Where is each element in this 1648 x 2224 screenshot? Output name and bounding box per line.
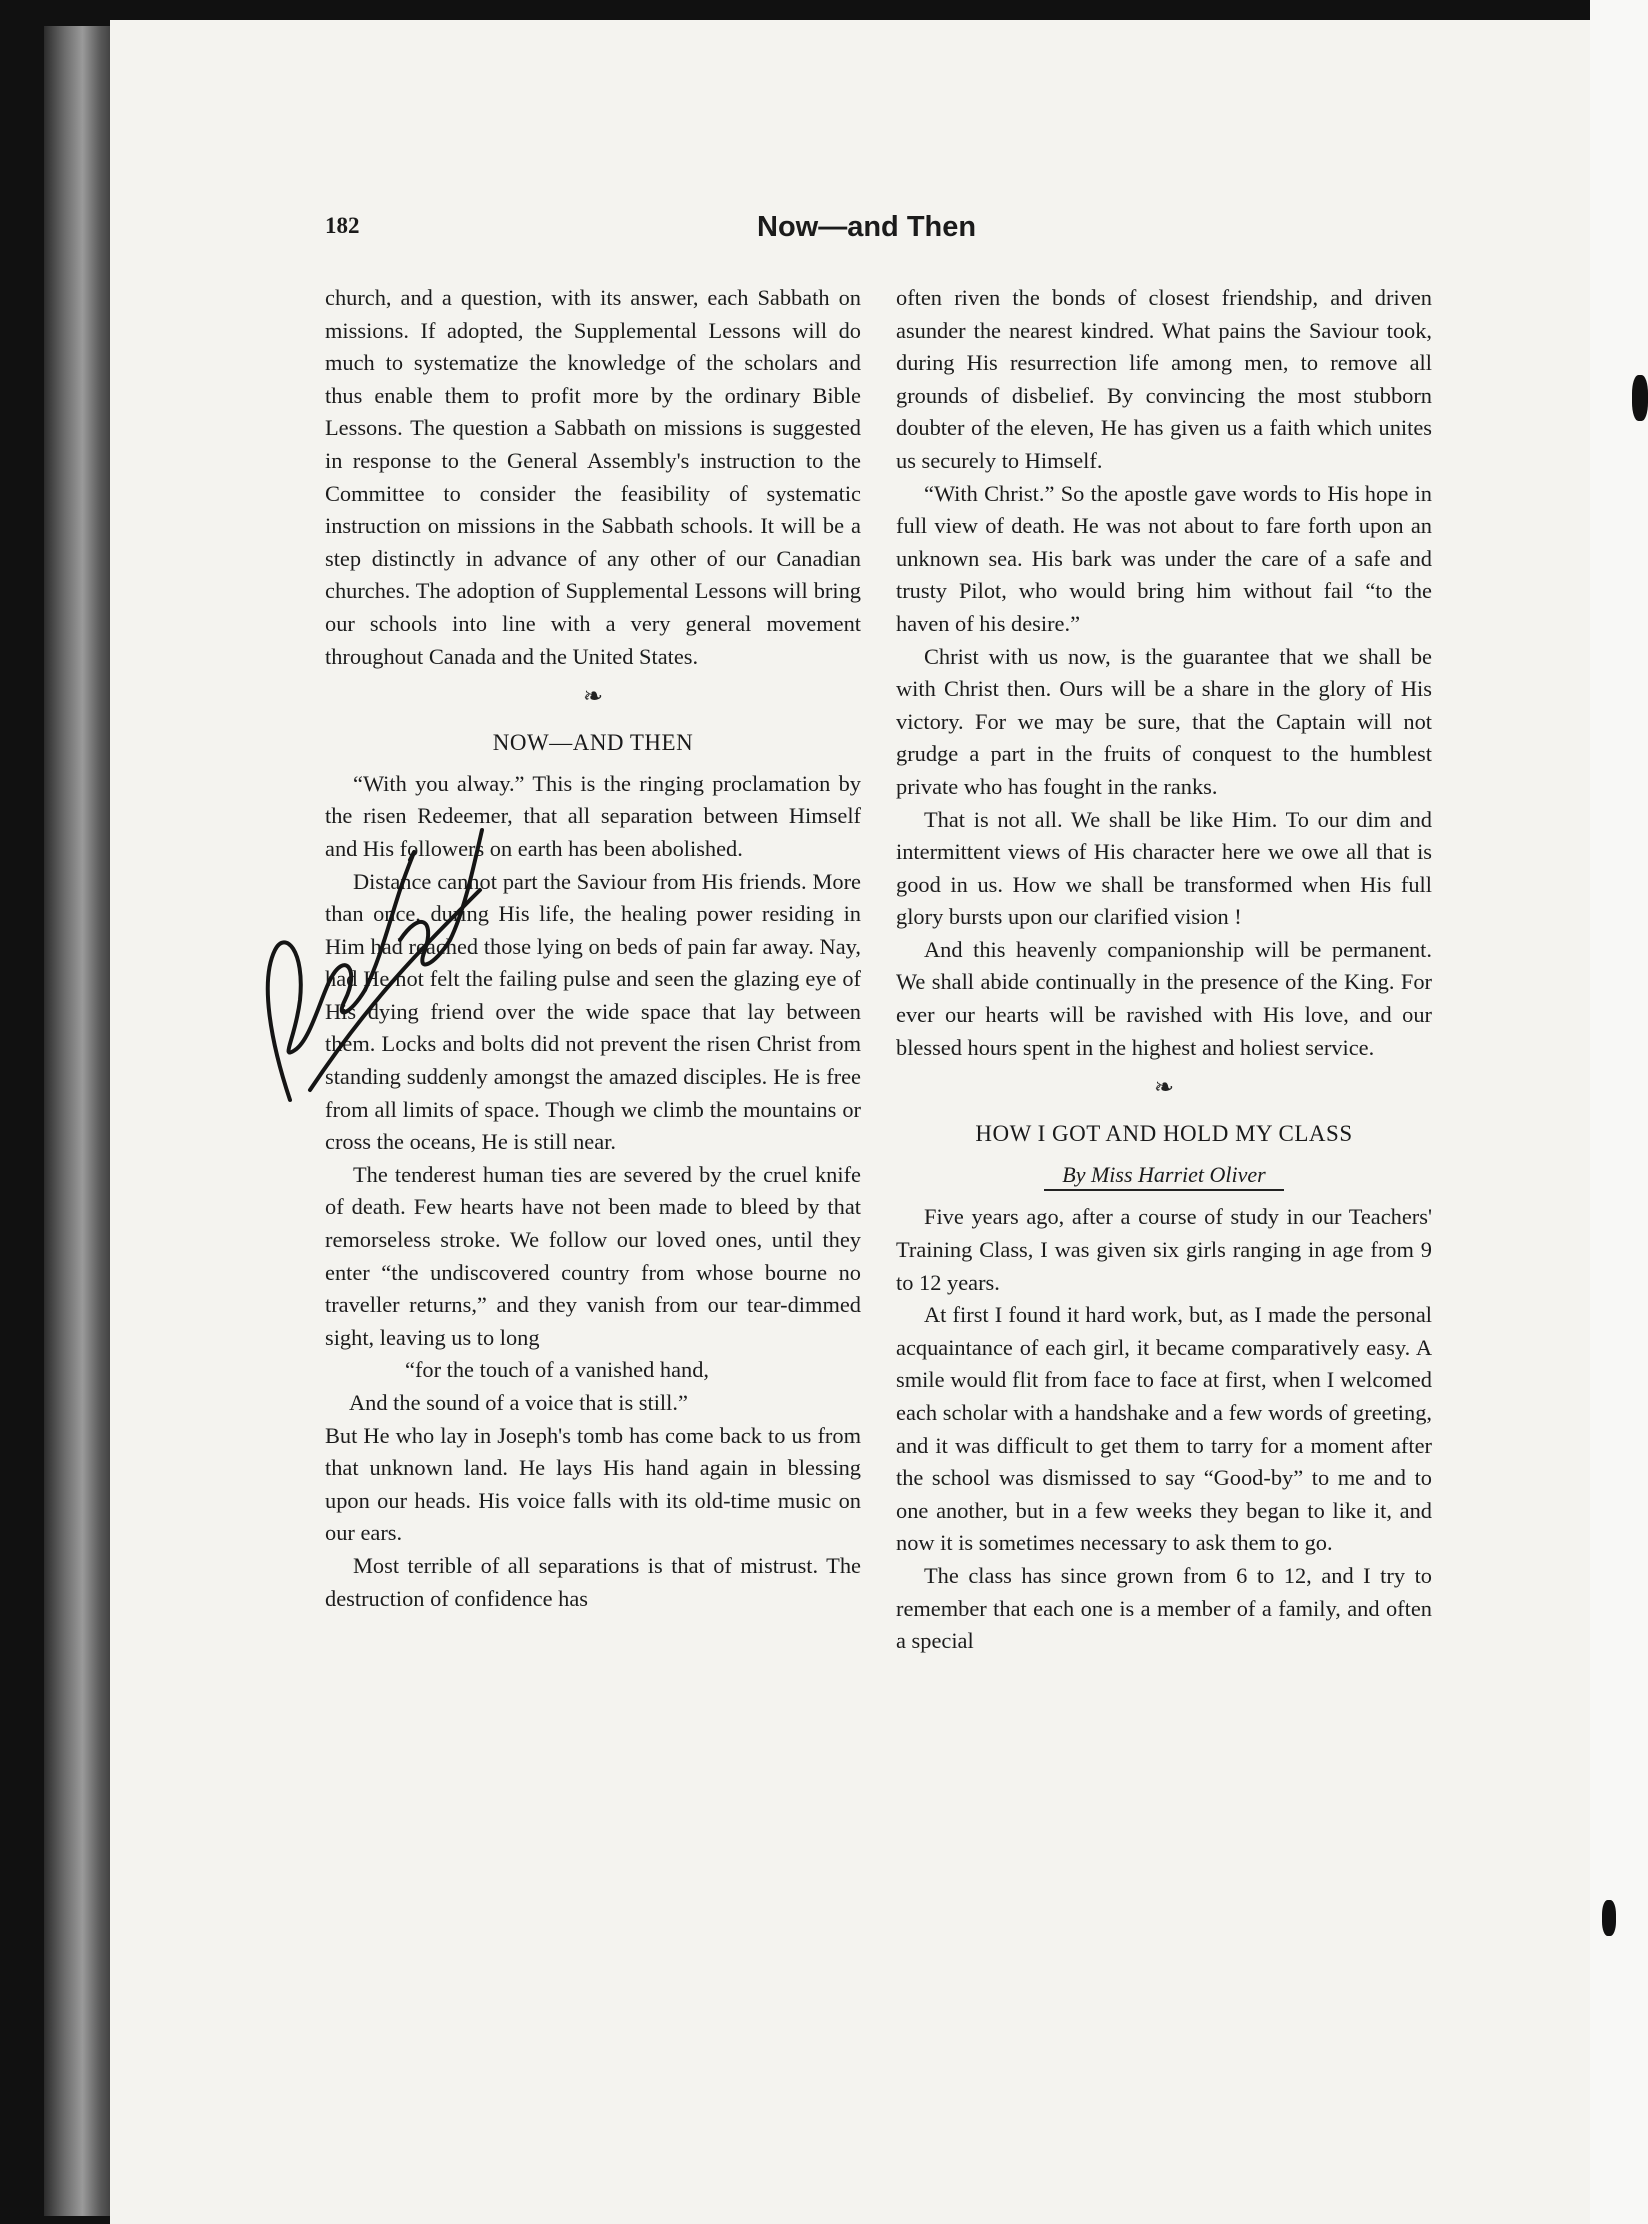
section-heading: HOW I GOT AND HOLD MY CLASS: [975, 1121, 1353, 1147]
running-title: Now—and Then: [757, 211, 977, 243]
paragraph: Christ with us now, is the guarantee that we shall be with Christ then. Ours will be a share in the glory of His victory. For we may be sure, that the Captain will not grudge a part in the fruits of conquest to the humblest private who has fought in the ranks.: [896, 643, 1432, 799]
verse-line: “for the touch of a vanished hand,: [405, 1357, 710, 1383]
page-margin-right: [1590, 0, 1648, 2224]
paragraph: The tenderest human ties are severed by the cruel knife of death. Few hearts have not been made to bleed by that remorseless stroke. We follow our loved ones, until they enter “the undiscovered country from whose bourne no traveller returns,” and they vanish from our tear-dimmed sight, leaving us to long: [325, 1161, 861, 1350]
paragraph: At first I found it hard work, but, as I made the personal acquaintance of each girl, it became comparatively easy. A smile would flit from face to face at first, when I welcomed each scholar with a handshake and a few words of greeting, and it was difficult to get them to tarry for a moment after the school was dismissed to say “Good-by” to me and to one another, but in a few weeks they began to like it, and now it is sometimes necessary to ask them to go.: [896, 1302, 1432, 1556]
section-heading: NOW—AND THEN: [492, 730, 694, 756]
byline: [896, 1159, 1432, 1192]
binding-hole-bottom-icon: [1602, 1900, 1616, 1936]
paragraph: But He who lay in Joseph's tomb has come back to us from that unknown land. He lays His hand again in blessing upon our heads. His voice falls with its old-time music on our ears.: [325, 1422, 861, 1546]
paragraph: That is not all. We shall be like Him. To our dim and intermittent views of His character here we owe all that is good in us. How we shall be transformed when His full glory bursts upon our clarified vision !: [896, 806, 1432, 930]
paragraph: Distance cannot part the Saviour from His friends. More than once, during His life, the healing power residing in Him had reached those lying on beds of pain far away. Nay, had He not felt the failing pulse and seen the glazing eye of His dying friend over the wide space that lay between them. Locks and bolts did not prevent the risen Christ from standing suddenly amongst the amazed disciples. He is free from all limits of space. Though we climb the mountains or cross the oceans, He is still near.: [325, 868, 861, 1155]
byline-text: By Miss Harriet Oliver: [1044, 1162, 1283, 1191]
paragraph: The class has since grown from 6 to 12, and I try to remember that each one is a member of a family, and often a special: [896, 1562, 1432, 1654]
leaf-ornament-icon: ❧: [582, 684, 604, 711]
paragraph: And this heavenly companionship will be permanent. We shall abide continually in the presence of the King. For ever our hearts will be ravished with His love, and our blessed hours spent in the highest and holiest service.: [896, 936, 1432, 1060]
leaf-ornament-icon: ❧: [1153, 1075, 1175, 1102]
binding-hole-top-icon: [1632, 375, 1648, 421]
paragraph: “With Christ.” So the apostle gave words to His hope in full view of death. He was not about to fare forth upon an unknown sea. His bark was under the care of a safe and trusty Pilot, who would bring him without fail “to the haven of his desire.”: [896, 480, 1432, 636]
page-number: 182: [325, 213, 360, 238]
verse-line: And the sound of a voice that is still.”: [349, 1390, 688, 1415]
paragraph: church, and a question, with its answer, each Sabbath on missions. If adopted, the Supplemental Lessons will do much to systematize the knowledge of the scholars and thus enable them to profit more by the ordinary Bible Lessons. The question a Sabbath on missions is suggested in response to the General Assembly's instruction to the Committee to consider the feasibility of systematic instruction on missions in the Sabbath schools. It will be a step distinctly in advance of any other of our Canadian churches. The adoption of Supplemental Lessons will bring our schools into line with a very general movement throughout Canada and the United States.: [325, 285, 861, 669]
paragraph: often riven the bonds of closest friendship, and driven asunder the nearest kindred. What pains the Saviour took, during His resurrection life among men, to remove all grounds of disbelief. By convincing the most stubborn doubter of the eleven, He has given us a faith which unites us securely to Himself.: [896, 285, 1432, 473]
paragraph: Five years ago, after a course of study in our Teachers' Training Class, I was given six girls ranging in age from 9 to 12 years.: [896, 1204, 1432, 1295]
paragraph: “With you alway.” This is the ringing proclamation by the risen Redeemer, that all separation between Himself and His followers on earth has been abolished.: [325, 770, 861, 861]
handwritten-signature: [250, 800, 490, 1160]
paragraph: Most terrible of all separations is that of mistrust. The destruction of confidence has: [325, 1552, 861, 1611]
book-page-edges: [44, 26, 114, 2216]
right-column: [896, 282, 1432, 1658]
